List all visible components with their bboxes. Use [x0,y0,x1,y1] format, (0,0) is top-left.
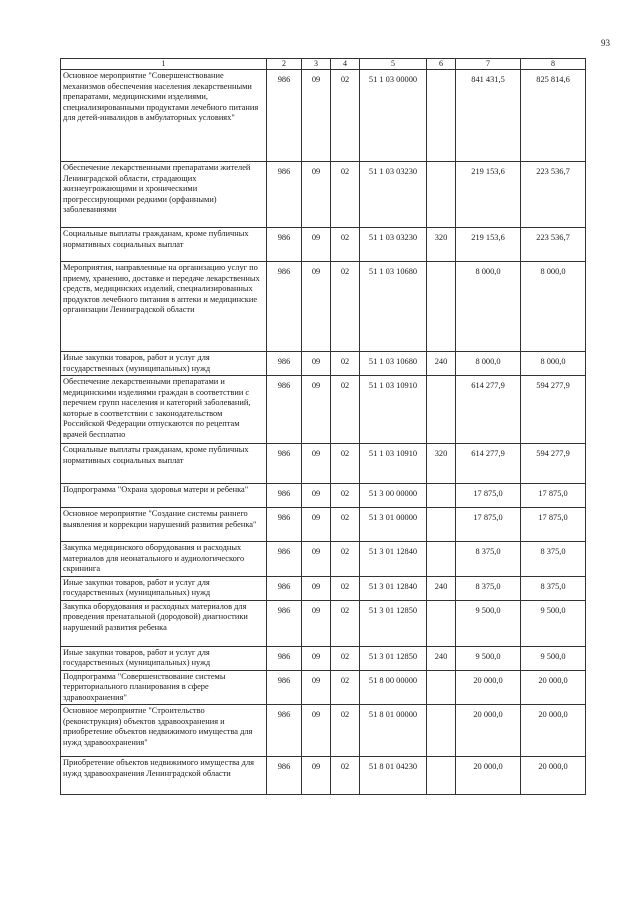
expense-type-code-cell [427,484,456,508]
target-article-code-cell: 51 3 00 00000 [360,484,427,508]
table-row [61,70,586,162]
amount-year-1-cell: 219 153,6 [456,162,521,228]
amount-year-1-cell: 841 431,5 [456,70,521,162]
header-cell: 6 [427,59,456,70]
table-row [61,228,586,262]
target-article-code-cell: 51 8 01 04230 [360,757,427,795]
expense-type-code-cell [427,70,456,162]
table-row [61,262,586,352]
amount-year-2-cell: 17 875,0 [521,484,586,508]
expense-type-code-cell [427,670,456,705]
amount-year-2-cell: 17 875,0 [521,508,586,542]
subsection-code-cell: 02 [331,162,360,228]
expense-type-code-cell: 320 [427,228,456,262]
admin-code-cell: 986 [267,757,302,795]
table-row [61,376,586,444]
row-name-cell: Закупка медицинского оборудования и расходных материалов для неонатального и аудиологического скрининга [61,542,267,577]
target-article-code-cell: 51 3 01 12850 [360,646,427,670]
admin-code-cell: 986 [267,576,302,600]
row-name-cell: Иные закупки товаров, работ и услуг для государственных (муниципальных) нужд [61,352,267,376]
section-code-cell: 09 [302,162,331,228]
amount-year-2-cell: 20 000,0 [521,670,586,705]
table-row [61,444,586,484]
row-name-cell: Социальные выплаты гражданам, кроме публичных нормативных социальных выплат [61,444,267,484]
amount-year-1-cell: 9 500,0 [456,600,521,646]
table-header-row [61,59,586,70]
admin-code-cell: 986 [267,70,302,162]
subsection-code-cell: 02 [331,600,360,646]
row-name-cell: Подпрограмма "Охрана здоровья матери и ребенка" [61,484,267,508]
amount-year-1-cell: 17 875,0 [456,508,521,542]
section-code-cell: 09 [302,262,331,352]
expense-type-code-cell: 240 [427,352,456,376]
target-article-code-cell: 51 1 03 00000 [360,70,427,162]
header-cell: 3 [302,59,331,70]
expense-type-code-cell [427,542,456,577]
table-row [61,705,586,757]
expense-type-code-cell: 240 [427,646,456,670]
amount-year-2-cell: 8 375,0 [521,576,586,600]
admin-code-cell: 986 [267,670,302,705]
section-code-cell: 09 [302,444,331,484]
section-code-cell: 09 [302,670,331,705]
amount-year-1-cell: 219 153,6 [456,228,521,262]
section-code-cell: 09 [302,508,331,542]
subsection-code-cell: 02 [331,376,360,444]
expense-type-code-cell [427,262,456,352]
amount-year-1-cell: 8 000,0 [456,262,521,352]
target-article-code-cell: 51 1 03 10680 [360,352,427,376]
admin-code-cell: 986 [267,262,302,352]
subsection-code-cell: 02 [331,576,360,600]
expense-type-code-cell: 240 [427,576,456,600]
section-code-cell: 09 [302,228,331,262]
row-name-cell: Основное мероприятие "Создание системы раннего выявления и коррекции нарушений развития ребенка" [61,508,267,542]
amount-year-2-cell: 223 536,7 [521,228,586,262]
table-row [61,352,586,376]
table-row [61,646,586,670]
target-article-code-cell: 51 8 00 00000 [360,670,427,705]
row-name-cell: Обеспечение лекарственными препаратами жителей Ленинградской области, страдающих жизнеугрожающими и хроническими прогрессирующими редкими (орфанными) заболеваниями [61,162,267,228]
amount-year-2-cell: 594 277,9 [521,376,586,444]
amount-year-1-cell: 614 277,9 [456,444,521,484]
amount-year-2-cell: 594 277,9 [521,444,586,484]
table-row [61,576,586,600]
admin-code-cell: 986 [267,542,302,577]
subsection-code-cell: 02 [331,670,360,705]
amount-year-1-cell: 8 375,0 [456,576,521,600]
amount-year-1-cell: 17 875,0 [456,484,521,508]
section-code-cell: 09 [302,705,331,757]
budget-table [60,58,586,795]
expense-type-code-cell: 320 [427,444,456,484]
header-cell: 5 [360,59,427,70]
target-article-code-cell: 51 8 01 00000 [360,705,427,757]
table-row [61,757,586,795]
subsection-code-cell: 02 [331,757,360,795]
amount-year-2-cell: 8 000,0 [521,352,586,376]
header-cell: 2 [267,59,302,70]
expense-type-code-cell [427,705,456,757]
target-article-code-cell: 51 1 03 10910 [360,376,427,444]
target-article-code-cell: 51 1 03 10680 [360,262,427,352]
amount-year-1-cell: 9 500,0 [456,646,521,670]
admin-code-cell: 986 [267,508,302,542]
admin-code-cell: 986 [267,484,302,508]
section-code-cell: 09 [302,542,331,577]
section-code-cell: 09 [302,646,331,670]
expense-type-code-cell [427,162,456,228]
amount-year-1-cell: 614 277,9 [456,376,521,444]
amount-year-2-cell: 8 000,0 [521,262,586,352]
subsection-code-cell: 02 [331,262,360,352]
section-code-cell: 09 [302,757,331,795]
admin-code-cell: 986 [267,228,302,262]
amount-year-2-cell: 223 536,7 [521,162,586,228]
page-number: 93 [601,38,610,48]
row-name-cell: Приобретение объектов недвижимого имущества для нужд здравоохранения Ленинградской области [61,757,267,795]
target-article-code-cell: 51 1 03 03230 [360,162,427,228]
subsection-code-cell: 02 [331,646,360,670]
amount-year-1-cell: 8 000,0 [456,352,521,376]
amount-year-2-cell: 8 375,0 [521,542,586,577]
target-article-code-cell: 51 1 03 03230 [360,228,427,262]
amount-year-1-cell: 20 000,0 [456,757,521,795]
header-cell: 1 [61,59,267,70]
subsection-code-cell: 02 [331,508,360,542]
row-name-cell: Иные закупки товаров, работ и услуг для государственных (муниципальных) нужд [61,576,267,600]
admin-code-cell: 986 [267,162,302,228]
admin-code-cell: 986 [267,705,302,757]
target-article-code-cell: 51 3 01 00000 [360,508,427,542]
subsection-code-cell: 02 [331,444,360,484]
header-cell: 7 [456,59,521,70]
header-cell: 8 [521,59,586,70]
subsection-code-cell: 02 [331,484,360,508]
section-code-cell: 09 [302,600,331,646]
amount-year-2-cell: 20 000,0 [521,757,586,795]
row-name-cell: Мероприятия, направленные на организацию услуг по приему, хранению, доставке и передаче лекарственных средств, медицинских изделий, специализированных продуктов лечебного питания в аптеки и медицинские организации Ленинградской области [61,262,267,352]
row-name-cell: Обеспечение лекарственными препаратами и медицинскими изделиями граждан в соответствии с перечнем групп населения и категорий заболеваний, которые в соответствии с законодательством Российской Федерации отпускаются по рецептам врачей бесплатно [61,376,267,444]
subsection-code-cell: 02 [331,705,360,757]
amount-year-2-cell: 20 000,0 [521,705,586,757]
section-code-cell: 09 [302,576,331,600]
admin-code-cell: 986 [267,646,302,670]
row-name-cell: Иные закупки товаров, работ и услуг для государственных (муниципальных) нужд [61,646,267,670]
expense-type-code-cell [427,757,456,795]
expense-type-code-cell [427,376,456,444]
row-name-cell: Основное мероприятие "Совершенствование механизмов обеспечения населения лекарственными препаратами, медицинскими изделиями, специализированными продуктами лечебного питания для детей-инвалидов в амбулаторных условиях" [61,70,267,162]
row-name-cell: Подпрограмма "Совершенствование системы территориального планирования в сфере здравоохранения" [61,670,267,705]
amount-year-2-cell: 9 500,0 [521,600,586,646]
target-article-code-cell: 51 1 03 10910 [360,444,427,484]
row-name-cell: Основное мероприятие "Строительство (реконструкция) объектов здравоохранения и приобретение объектов недвижимого имущества для нужд здравоохранения" [61,705,267,757]
subsection-code-cell: 02 [331,70,360,162]
table-row [61,508,586,542]
section-code-cell: 09 [302,376,331,444]
admin-code-cell: 986 [267,444,302,484]
row-name-cell: Закупка оборудования и расходных материалов для проведения пренатальной (дородовой) диагностики нарушений развития ребенка [61,600,267,646]
row-name-cell: Социальные выплаты гражданам, кроме публичных нормативных социальных выплат [61,228,267,262]
target-article-code-cell: 51 3 01 12840 [360,542,427,577]
header-cell: 4 [331,59,360,70]
table-row [61,484,586,508]
subsection-code-cell: 02 [331,542,360,577]
table-row [61,542,586,577]
admin-code-cell: 986 [267,376,302,444]
subsection-code-cell: 02 [331,352,360,376]
expense-type-code-cell [427,600,456,646]
subsection-code-cell: 02 [331,228,360,262]
table-row [61,600,586,646]
table-row [61,162,586,228]
table-row [61,670,586,705]
admin-code-cell: 986 [267,600,302,646]
section-code-cell: 09 [302,484,331,508]
target-article-code-cell: 51 3 01 12840 [360,576,427,600]
section-code-cell: 09 [302,70,331,162]
amount-year-2-cell: 9 500,0 [521,646,586,670]
admin-code-cell: 986 [267,352,302,376]
amount-year-1-cell: 20 000,0 [456,705,521,757]
amount-year-1-cell: 20 000,0 [456,670,521,705]
expense-type-code-cell [427,508,456,542]
section-code-cell: 09 [302,352,331,376]
amount-year-2-cell: 825 814,6 [521,70,586,162]
target-article-code-cell: 51 3 01 12850 [360,600,427,646]
amount-year-1-cell: 8 375,0 [456,542,521,577]
